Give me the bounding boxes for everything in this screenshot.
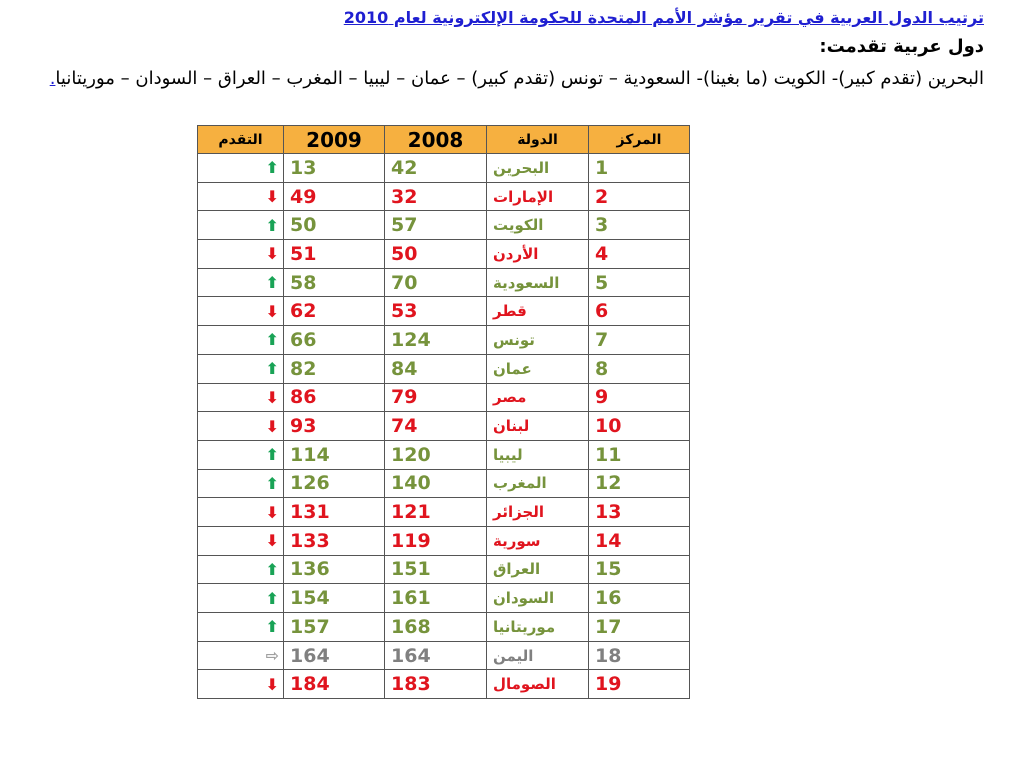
rank-2008-cell: 70 <box>385 268 487 297</box>
country-cell: الكويت <box>487 211 589 240</box>
table-row <box>198 326 690 355</box>
arrow-up-icon: ⬆ <box>265 473 279 493</box>
rank-2008-cell: 32 <box>385 182 487 211</box>
table-row <box>198 412 690 441</box>
table-row <box>198 240 690 269</box>
rank-2009-cell: 86 <box>284 383 385 412</box>
table-row <box>198 383 690 412</box>
progress-cell <box>198 670 284 699</box>
country-cell: السودان <box>487 584 589 613</box>
paragraph-text: البحرين (تقدم كبير)- الكويت (ما بغينا)- السعودية – تونس (تقدم كبير) – عمان – ليبيا – المغرب – العراق – السودان – موريتانيا <box>55 68 984 89</box>
table-row <box>198 670 690 699</box>
rank-cell: 3 <box>589 211 690 240</box>
rank-2009-cell: 157 <box>284 613 385 642</box>
rank-2008-cell: 120 <box>385 440 487 469</box>
rank-cell: 12 <box>589 469 690 498</box>
arrow-down-icon: ⬇ <box>265 416 279 436</box>
country-cell: تونس <box>487 326 589 355</box>
rank-cell: 8 <box>589 354 690 383</box>
rank-cell: 4 <box>589 240 690 269</box>
arrow-up-icon: ⬆ <box>265 359 279 379</box>
rank-2009-cell: 164 <box>284 641 385 670</box>
table-row <box>198 613 690 642</box>
country-cell: اليمن <box>487 641 589 670</box>
rank-2008-cell: 124 <box>385 326 487 355</box>
paragraph-trailing-link[interactable]: . <box>49 68 56 89</box>
progress-cell <box>198 268 284 297</box>
rank-cell: 17 <box>589 613 690 642</box>
rank-2009-cell: 51 <box>284 240 385 269</box>
table-row <box>198 211 690 240</box>
progress-cell <box>198 354 284 383</box>
table-header-row <box>198 126 690 154</box>
arrow-up-icon: ⬆ <box>265 158 279 178</box>
rank-2008-cell: 183 <box>385 670 487 699</box>
arrow-down-icon: ⬇ <box>265 502 279 522</box>
rank-2008-cell: 151 <box>385 555 487 584</box>
arrow-up-icon: ⬆ <box>265 617 279 637</box>
rank-2008-cell: 164 <box>385 641 487 670</box>
rank-2008-cell: 53 <box>385 297 487 326</box>
rank-cell: 1 <box>589 154 690 183</box>
progress-cell <box>198 469 284 498</box>
country-cell: مصر <box>487 383 589 412</box>
rank-2009-cell: 13 <box>284 154 385 183</box>
progress-cell <box>198 383 284 412</box>
arrow-down-icon: ⬇ <box>265 387 279 407</box>
subheading: دول عربية تقدمت: <box>819 36 984 57</box>
progress-cell <box>198 555 284 584</box>
rank-cell: 15 <box>589 555 690 584</box>
rank-2009-cell: 126 <box>284 469 385 498</box>
rank-cell: 6 <box>589 297 690 326</box>
table-row <box>198 354 690 383</box>
rank-cell: 13 <box>589 498 690 527</box>
rank-cell: 7 <box>589 326 690 355</box>
rank-2009-cell: 133 <box>284 526 385 555</box>
country-cell: عمان <box>487 354 589 383</box>
progress-cell <box>198 641 284 670</box>
arrow-down-icon: ⬇ <box>265 531 279 551</box>
header-2008: 2008 <box>385 126 487 154</box>
progress-cell <box>198 182 284 211</box>
country-cell: ليبيا <box>487 440 589 469</box>
header-rank: المركز <box>589 126 690 154</box>
progress-cell <box>198 240 284 269</box>
arrow-up-icon: ⬆ <box>265 588 279 608</box>
progress-cell <box>198 412 284 441</box>
rank-2009-cell: 82 <box>284 354 385 383</box>
rank-2009-cell: 136 <box>284 555 385 584</box>
rank-2009-cell: 66 <box>284 326 385 355</box>
country-cell: سورية <box>487 526 589 555</box>
rank-2009-cell: 58 <box>284 268 385 297</box>
progress-cell <box>198 326 284 355</box>
progress-cell <box>198 584 284 613</box>
arrow-up-icon: ⬆ <box>265 559 279 579</box>
progress-cell <box>198 440 284 469</box>
country-cell: المغرب <box>487 469 589 498</box>
table-row <box>198 584 690 613</box>
rank-2009-cell: 114 <box>284 440 385 469</box>
rank-2009-cell: 184 <box>284 670 385 699</box>
table-row <box>198 268 690 297</box>
rank-2008-cell: 57 <box>385 211 487 240</box>
table-row <box>198 182 690 211</box>
arrow-down-icon: ⬇ <box>265 187 279 207</box>
rank-2008-cell: 42 <box>385 154 487 183</box>
rank-2009-cell: 154 <box>284 584 385 613</box>
country-cell: العراق <box>487 555 589 584</box>
progress-cell <box>198 498 284 527</box>
rank-2008-cell: 74 <box>385 412 487 441</box>
progress-cell <box>198 154 284 183</box>
rank-2009-cell: 131 <box>284 498 385 527</box>
arrow-up-icon: ⬆ <box>265 273 279 293</box>
arrow-up-icon: ⬆ <box>265 445 279 465</box>
arrow-down-icon: ⬇ <box>265 674 279 694</box>
arrow-up-icon: ⬆ <box>265 330 279 350</box>
rank-2008-cell: 50 <box>385 240 487 269</box>
progress-cell <box>198 613 284 642</box>
table-row <box>198 297 690 326</box>
arrow-down-icon: ⬇ <box>265 244 279 264</box>
rank-cell: 11 <box>589 440 690 469</box>
rank-2008-cell: 140 <box>385 469 487 498</box>
table-row <box>198 555 690 584</box>
rank-2008-cell: 84 <box>385 354 487 383</box>
progress-cell <box>198 297 284 326</box>
rank-cell: 18 <box>589 641 690 670</box>
country-cell: الإمارات <box>487 182 589 211</box>
arrow-down-icon: ⬇ <box>265 301 279 321</box>
rank-2009-cell: 49 <box>284 182 385 211</box>
table-row <box>198 526 690 555</box>
rank-cell: 16 <box>589 584 690 613</box>
rank-2008-cell: 79 <box>385 383 487 412</box>
country-cell: موريتانيا <box>487 613 589 642</box>
page-title-link[interactable]: ترتيب الدول العربية في تقرير مؤشر الأمم المتحدة للحكومة الإلكترونية لعام 2010 <box>343 8 984 27</box>
country-cell: الصومال <box>487 670 589 699</box>
table-row <box>198 154 690 183</box>
header-progress: التقدم <box>198 126 284 154</box>
rank-2009-cell: 62 <box>284 297 385 326</box>
rank-2008-cell: 168 <box>385 613 487 642</box>
arrow-right-icon: ⇨ <box>265 646 279 666</box>
country-cell: قطر <box>487 297 589 326</box>
ranking-table-container <box>197 125 690 699</box>
table-row <box>198 498 690 527</box>
progress-cell <box>198 211 284 240</box>
rank-cell: 10 <box>589 412 690 441</box>
rank-2009-cell: 50 <box>284 211 385 240</box>
rank-cell: 9 <box>589 383 690 412</box>
country-cell: لبنان <box>487 412 589 441</box>
rank-cell: 2 <box>589 182 690 211</box>
table-row <box>198 641 690 670</box>
header-2009: 2009 <box>284 126 385 154</box>
header-country: الدولة <box>487 126 589 154</box>
arrow-up-icon: ⬆ <box>265 215 279 235</box>
ranking-table <box>197 125 690 699</box>
rank-2008-cell: 119 <box>385 526 487 555</box>
rank-cell: 19 <box>589 670 690 699</box>
rank-2008-cell: 121 <box>385 498 487 527</box>
rank-2009-cell: 93 <box>284 412 385 441</box>
table-row <box>198 440 690 469</box>
country-cell: الجزائر <box>487 498 589 527</box>
rank-cell: 5 <box>589 268 690 297</box>
progress-cell <box>198 526 284 555</box>
rank-cell: 14 <box>589 526 690 555</box>
country-cell: البحرين <box>487 154 589 183</box>
country-cell: السعودية <box>487 268 589 297</box>
rank-2008-cell: 161 <box>385 584 487 613</box>
table-row <box>198 469 690 498</box>
improved-countries-paragraph <box>34 64 984 93</box>
country-cell: الأردن <box>487 240 589 269</box>
